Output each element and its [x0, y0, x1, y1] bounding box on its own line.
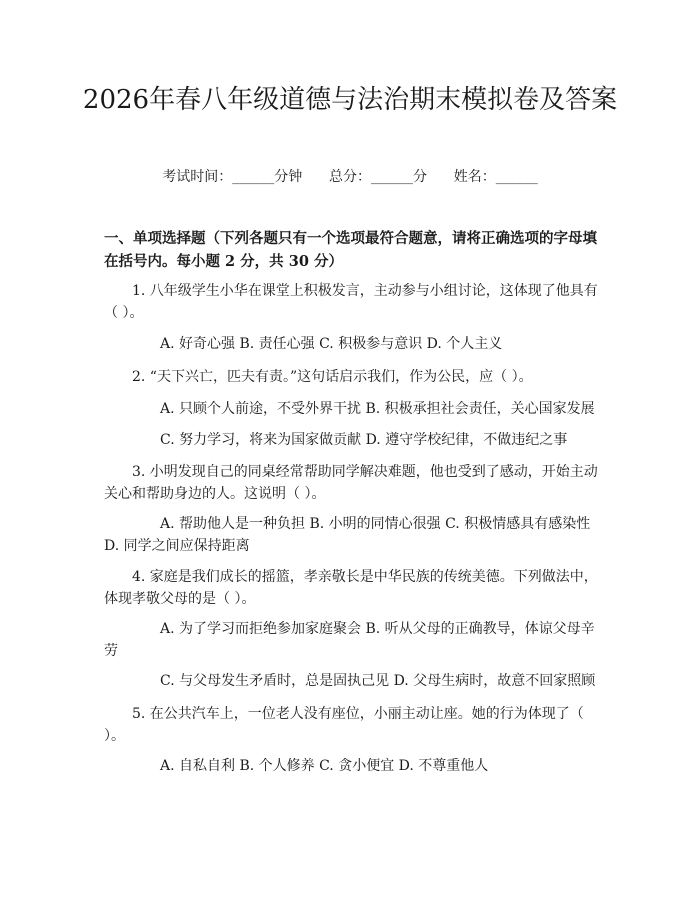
question-options: A. 自私自利 B. 个人修养 C. 贪小便宜 D. 不尊重他人	[160, 758, 489, 774]
question-stem: 2. “天下兴亡，匹夫有责。”这句话启示我们，作为公民，应（ ）。	[132, 369, 533, 385]
document-title: 2026年春八年级道德与法治期末模拟卷及答案	[82, 85, 618, 115]
question-options: C. 与父母发生矛盾时，总是固执己见 D. 父母生病时，故意不回家照顾	[160, 673, 596, 689]
question-options: C. 努力学习，将来为国家做贡献 D. 遵守学校纪律，不做违纪之事	[160, 432, 568, 448]
question-options: A. 为了学习而拒绝参加家庭聚会 B. 听从父母的正确教导，体谅父母辛劳	[104, 621, 595, 659]
exam-info-line: 考试时间：______分钟 总分：______分 姓名：______	[162, 169, 538, 185]
question-options: A. 好奇心强 B. 责任心强 C. 积极参与意识 D. 个人主义	[160, 336, 503, 352]
question-options: A. 只顾个人前途，不受外界干扰 B. 积极承担社会责任，关心国家发展	[160, 401, 595, 417]
question-options: A. 帮助他人是一种负担 B. 小明的同情心很强 C. 积极情感具有感染性 D. 同学之间应保持距离	[104, 516, 591, 554]
question-stem: 3. 小明发现自己的同桌经常帮助同学解决难题，他也受到了感动，开始主动关心和帮助身边的人。这说明（ ）。	[104, 464, 598, 502]
section-heading: 一、单项选择题（下列各题只有一个选项最符合题意，请将正确选项的字母填在括号内。每小题 2 分，共 30 分）	[104, 230, 597, 270]
question-stem: 1. 八年级学生小华在课堂上积极发言，主动参与小组讨论，这体现了他具有（ ）。	[104, 283, 598, 321]
question-stem: 5. 在公共汽车上，一位老人没有座位，小丽主动让座。她的行为体现了（ ）。	[104, 706, 584, 744]
question-stem: 4. 家庭是我们成长的摇篮，孝亲敬长是中华民族的传统美德。下列做法中，体现孝敬父母的是（ ）。	[104, 569, 598, 607]
